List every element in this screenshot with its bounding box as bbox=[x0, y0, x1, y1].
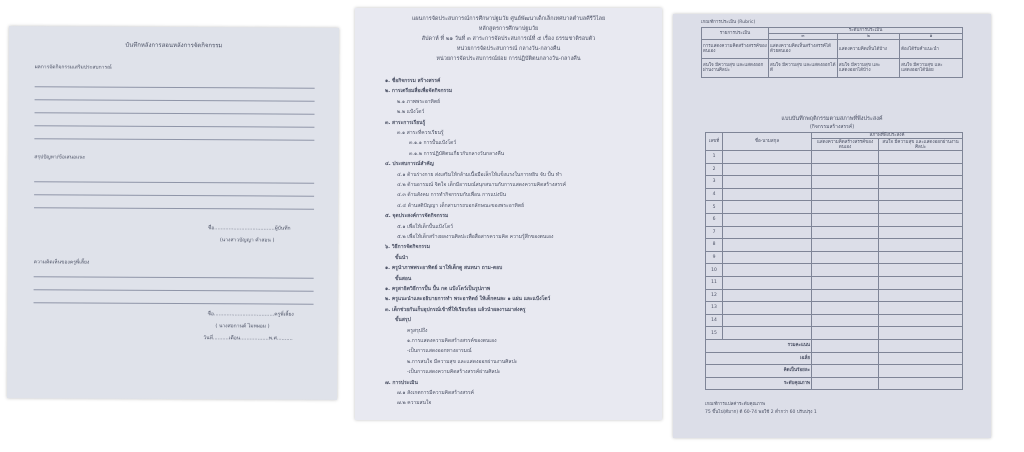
score-cell bbox=[879, 302, 963, 315]
write-line bbox=[35, 99, 315, 101]
plan-line: ขั้นนำ bbox=[395, 254, 409, 261]
write-line bbox=[34, 207, 314, 209]
col-interest: สนใจ มีความสุข และแสดงออกผ่านงานศิลปะ bbox=[879, 139, 963, 151]
score-cell bbox=[812, 302, 879, 315]
rubric-cell: สนใจ มีความสุข และแสดงออกได้น้อย bbox=[900, 59, 963, 78]
plan-line: ขั้นสรุป bbox=[395, 317, 411, 324]
summary-cell bbox=[812, 339, 879, 352]
row-number: 1 bbox=[706, 151, 723, 164]
plan-line: ๑.การแสดงความคิดสร้างสรรค์ของตนเอง bbox=[407, 338, 497, 344]
table-row bbox=[706, 163, 963, 176]
section-heading: ๒. การเตรียมสื่อเพื่อจัดกิจกรรม bbox=[385, 88, 453, 95]
row-number: 6 bbox=[706, 213, 723, 226]
summary-label: เฉลี่ย bbox=[706, 352, 812, 365]
section-heading: ๒. ครูแนะนำและอธิบายการทำ พระอาทิตย์ ให้เด็กคนละ ๑ แผ่น และแป้งโดว์ bbox=[385, 296, 551, 303]
name-cell bbox=[723, 302, 812, 315]
row-number: 7 bbox=[706, 226, 723, 239]
row-number: 9 bbox=[706, 251, 723, 264]
write-line bbox=[34, 138, 314, 140]
row-number: 14 bbox=[706, 314, 723, 327]
summary-row bbox=[706, 365, 963, 378]
page-post-teaching-notes bbox=[7, 26, 339, 400]
summary-cell bbox=[879, 365, 963, 378]
rubric-head-item: รายการประเมิน bbox=[702, 28, 769, 40]
page-title: บันทึกหลังการสอนหลังการจัดกิจกรรม bbox=[125, 41, 223, 50]
header-line: หน่วยการจัดประสบการณ์ กลางวัน-กลางคืน bbox=[456, 46, 561, 52]
table-row bbox=[706, 264, 963, 277]
table-row bbox=[706, 201, 963, 214]
row-number: 13 bbox=[706, 302, 723, 315]
section-heading: ๖. วิธีการจัดกิจกรรม bbox=[385, 244, 431, 251]
summary-cell bbox=[879, 377, 963, 390]
name-cell bbox=[723, 226, 812, 239]
name-cell bbox=[723, 201, 812, 214]
name-cell bbox=[723, 314, 812, 327]
summary-label: ระดับคุณภาพ bbox=[706, 377, 812, 390]
plan-line: ๕.๑ เพื่อให้เด็กปั้นแป้งโดว์ bbox=[397, 223, 454, 230]
mentor-signature-line: ชื่อ......................................ครูพี่เลี้ยง bbox=[207, 311, 294, 318]
table-row bbox=[706, 213, 963, 226]
write-line bbox=[34, 276, 314, 278]
section-heading: ๑. ครูนำภาพพระอาทิตย์ มาให้เด็กดู สนทนา ถาม-ตอบ bbox=[385, 265, 503, 272]
recorder-signature-line: ชื่อ......................................ผู้บันทึก bbox=[207, 225, 291, 232]
recorder-name: (นางสาวบัญญา คำสอน ) bbox=[219, 237, 275, 244]
score-cell bbox=[879, 213, 963, 226]
score-cell bbox=[879, 251, 963, 264]
row-number: 4 bbox=[706, 188, 723, 201]
row-number: 10 bbox=[706, 264, 723, 277]
score-cell bbox=[879, 188, 963, 201]
write-line bbox=[35, 86, 315, 88]
rubric-title: เกณฑ์การประเมิน (Rubric) bbox=[701, 20, 756, 25]
summary-cell bbox=[812, 377, 879, 390]
form-subtitle: (กิจกรรมสร้างสรรค์) bbox=[809, 124, 855, 130]
page-lesson-plan bbox=[355, 8, 662, 420]
score-cell bbox=[879, 151, 963, 164]
table-row bbox=[706, 251, 963, 264]
score-cell bbox=[879, 163, 963, 176]
summary-label: คิดเป็นร้อยละ bbox=[706, 365, 812, 378]
write-line bbox=[34, 181, 314, 183]
section-mentor-label: ความคิดเห็นของครูพี่เลี้ยง bbox=[33, 259, 90, 266]
table-row bbox=[706, 176, 963, 189]
plan-line: ครูสรุปถึง bbox=[407, 327, 428, 334]
summary-cell bbox=[879, 339, 963, 352]
plan-line: ๒.๒ แป้งโดว์ bbox=[397, 109, 425, 116]
score-cell bbox=[812, 276, 879, 289]
footer-title: เกณฑ์การแปลค่าระดับคุณภาพ bbox=[705, 402, 766, 407]
row-number: 15 bbox=[706, 327, 723, 340]
name-cell bbox=[723, 251, 812, 264]
col-name: ชื่อ-นามสกุล bbox=[723, 133, 812, 151]
plan-line: ๒.การสนใจ มีความสุข และแสดงออกผ่านงานศิลปะ bbox=[407, 358, 518, 365]
name-cell bbox=[723, 264, 812, 277]
date-line: วันที่..........เดือน..................พ.ศ.......... bbox=[203, 335, 293, 342]
row-number: 8 bbox=[706, 239, 723, 252]
plan-line: ๔.๔ ด้านสติปัญญา เด็กสามารถบอกลักษณะของพระอาทิตย์ bbox=[397, 202, 524, 209]
section-heading: ๔. ประสบการณ์สำคัญ bbox=[385, 161, 434, 168]
plan-line: ๔.๓ ด้านสังคม การทำกิจกรรมกับเพื่อน การแบ่งปัน bbox=[397, 192, 507, 199]
row-number: 5 bbox=[706, 201, 723, 214]
row-number: 11 bbox=[706, 276, 723, 289]
score-cell bbox=[879, 264, 963, 277]
table-row bbox=[706, 188, 963, 201]
header-line: หน่วยการจัดประสบการณ์ย่อย การปฏิบัติตนกลางวัน-กลางคืน bbox=[436, 56, 581, 62]
write-line bbox=[35, 112, 315, 114]
header-line: แผนการจัดประสบการณ์การศึกษาปฐมวัย ศูนย์พัฒนาเด็กเล็กเทศบาลตำบลคีรีวิไลย bbox=[411, 16, 606, 22]
plan-line: ๕.๒ เพื่อให้เด็กสร้างผลงานศิลปะเพื่อสื่อสารความคิด ความรู้สึกของตนเอง bbox=[397, 234, 554, 240]
section-results-label: ผลการจัดกิจกรรมเสริมประสบการณ์ bbox=[34, 64, 112, 71]
plan-line: ขั้นสอน bbox=[395, 275, 412, 282]
form-title: แบบบันทึกพฤติกรรมตามสภาพที่พึงประสงค์ bbox=[781, 116, 883, 122]
table-row bbox=[706, 151, 963, 164]
score-cell bbox=[812, 289, 879, 302]
col-no: เลขที่ bbox=[706, 133, 723, 151]
plan-line: ๗.๑ สังเกตการมีความคิดสร้างสรรค์ bbox=[397, 390, 475, 396]
plan-line: -เป็นการแสดงออกทางอารมณ์ bbox=[407, 348, 472, 355]
score-cell bbox=[812, 226, 879, 239]
score-cell bbox=[812, 213, 879, 226]
name-cell bbox=[723, 213, 812, 226]
section-heading: ๗. การประเมิน bbox=[385, 379, 418, 386]
footer-criteria: 75 ขึ้นไป(ดีมาก) ดี 60-74 พอใช้ 2 ต่ำกว่า 60 ปรับปรุง 1 bbox=[705, 410, 817, 415]
header-line: หลักสูตรการศึกษาปฐมวัย bbox=[478, 26, 539, 32]
score-cell bbox=[879, 226, 963, 239]
name-cell bbox=[723, 151, 812, 164]
plan-line: ๒.๑ ภาพพระอาทิตย์ bbox=[397, 98, 440, 105]
name-cell bbox=[723, 289, 812, 302]
mentor-name: ( นางสอกานต์ ไมหผอม ) bbox=[215, 323, 270, 330]
plan-line: ๓.๑.๑ การปั้นแป้งโดว์ bbox=[409, 140, 457, 147]
row-number: 12 bbox=[706, 289, 723, 302]
score-cell bbox=[879, 176, 963, 189]
rubric-cell: การแสดงความคิดสร้างสรรค์ของตนเอง bbox=[702, 40, 769, 59]
score-cell bbox=[812, 264, 879, 277]
write-line bbox=[34, 194, 314, 196]
rubric-level: ๓ bbox=[769, 34, 838, 40]
section-heading: ๑. ครูสาธิตวิธีการปั้น ปั้น กด แป้งโดว์เป็นรูปภาพ bbox=[385, 286, 491, 292]
score-cell bbox=[812, 201, 879, 214]
section-heading: ๕. จุดประสงค์การจัดกิจกรรม bbox=[385, 213, 449, 220]
section-heading: ๓. สาระการเรียนรู้ bbox=[385, 119, 426, 126]
plan-line: -เป็นการแสดงความคิดสร้างสรรค์ผ่านศิลปะ bbox=[407, 369, 501, 376]
table-row bbox=[706, 327, 963, 340]
plan-line: ๓.๑.๒ การปฏิบัติตนเกี่ยวกับกลางวันกลางคืน bbox=[409, 150, 505, 157]
score-cell bbox=[812, 327, 879, 340]
summary-row bbox=[706, 377, 963, 390]
rubric-cell: สนใจ มีความสุข และแสดงออกผ่านงานศิลปะ bbox=[702, 59, 769, 78]
score-cell bbox=[812, 188, 879, 201]
rubric-table bbox=[701, 27, 963, 78]
section-heading: ๓. เด็กช่วยกันเก็บอุปกรณ์เข้าที่ให้เรียบร้อย แล้วนำผลงานมาส่งครู bbox=[385, 306, 526, 313]
write-line bbox=[34, 302, 314, 304]
score-cell bbox=[879, 276, 963, 289]
col-group: สภาพที่พึงประสงค์ bbox=[812, 133, 963, 139]
col-creativity: แสดงความคิดสร้างสรรค์ของตนเอง bbox=[812, 139, 879, 151]
summary-row bbox=[706, 352, 963, 365]
plan-line: ๔.๒ ด้านอารมณ์ จิตใจ เด็กมีอารมณ์สนุกสนานกับการแสดงความคิดสร้างสรรค์ bbox=[397, 182, 567, 188]
table-row bbox=[706, 314, 963, 327]
name-cell bbox=[723, 327, 812, 340]
score-cell bbox=[879, 201, 963, 214]
table-row bbox=[706, 239, 963, 252]
summary-label: รวมคะแนน bbox=[706, 339, 812, 352]
name-cell bbox=[723, 239, 812, 252]
score-cell bbox=[812, 163, 879, 176]
rubric-cell: สนใจ มีความสุข และแสดงออกได้บ้าง bbox=[837, 59, 899, 78]
write-line bbox=[34, 289, 314, 291]
summary-row bbox=[706, 339, 963, 352]
behavior-table bbox=[705, 132, 963, 390]
table-row bbox=[706, 226, 963, 239]
score-cell bbox=[812, 251, 879, 264]
name-cell bbox=[723, 276, 812, 289]
name-cell bbox=[723, 176, 812, 189]
section-heading: ๑. ชื่อกิจกรรม สร้างสรรค์ bbox=[385, 78, 441, 84]
score-cell bbox=[812, 314, 879, 327]
page-assessment-form bbox=[673, 14, 991, 438]
score-cell bbox=[879, 289, 963, 302]
score-cell bbox=[879, 327, 963, 340]
rubric-level: ๑ bbox=[900, 34, 963, 40]
rubric-head-level: ระดับการประเมิน bbox=[769, 28, 963, 34]
row-number: 2 bbox=[706, 163, 723, 176]
rubric-level: ๒ bbox=[837, 34, 899, 40]
plan-line: ๔.๑ ด้านร่างกาย ส่งเสริมให้กล้ามเนื้อมือเล็กให้แข็งแรงในการหยิบ จับ ปั้น ทำ bbox=[397, 171, 562, 178]
rubric-cell: สนใจ มีความสุข และแสดงออกได้ดี bbox=[769, 59, 838, 78]
table-row bbox=[706, 302, 963, 315]
plan-line: ๗.๒ ความสนใจ bbox=[397, 400, 432, 407]
rubric-cell: แสดงความคิดเห็นได้บ้าง bbox=[837, 40, 899, 59]
score-cell bbox=[879, 314, 963, 327]
summary-cell bbox=[812, 365, 879, 378]
write-line bbox=[34, 125, 314, 127]
score-cell bbox=[879, 239, 963, 252]
plan-line: ๓.๑ สาระที่ควรเรียนรู้ bbox=[397, 130, 444, 136]
row-number: 3 bbox=[706, 176, 723, 189]
summary-cell bbox=[812, 352, 879, 365]
table-row bbox=[706, 289, 963, 302]
score-cell bbox=[812, 239, 879, 252]
section-problems-label: สรุปปัญหา/ข้อเสนอแนะ bbox=[34, 154, 86, 161]
score-cell bbox=[812, 176, 879, 189]
table-row bbox=[706, 276, 963, 289]
rubric-cell: ต้องได้รับคำแนะนำ bbox=[900, 40, 963, 59]
name-cell bbox=[723, 188, 812, 201]
name-cell bbox=[723, 163, 812, 176]
score-cell bbox=[812, 151, 879, 164]
rubric-cell: แสดงความคิดเห็นสร้างสรรค์ได้ด้วยตนเอง bbox=[769, 40, 838, 59]
summary-cell bbox=[879, 352, 963, 365]
header-line: สัปดาห์ ที่ ๒๑ วันที่ ๓ สาระการจัดประสบการณ์ที่ ๕ เรื่อง ธรรมชาติรอบตัว bbox=[421, 36, 596, 42]
